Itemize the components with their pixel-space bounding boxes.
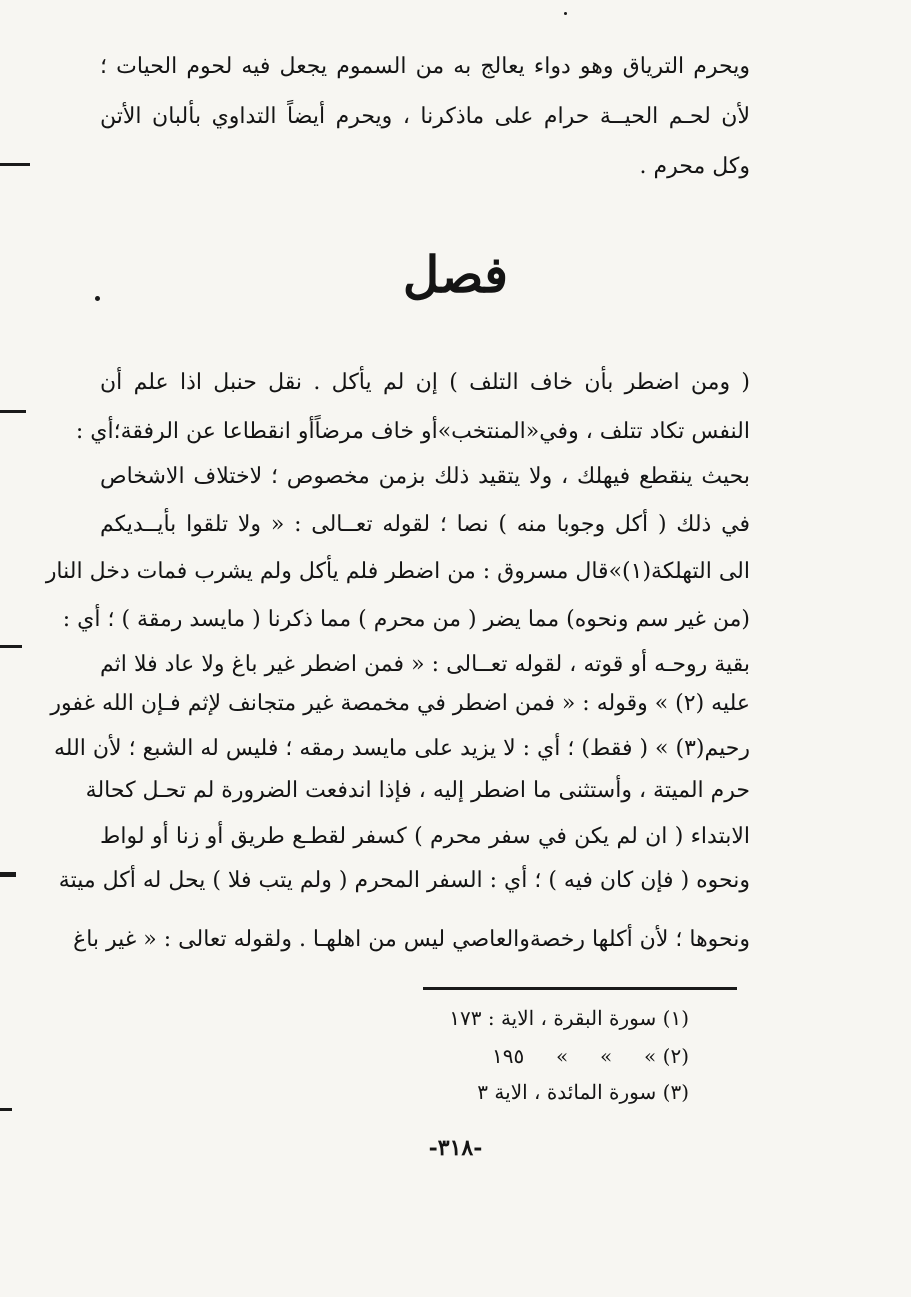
section-heading: فصل bbox=[402, 245, 509, 304]
footnote-3 bbox=[477, 1078, 689, 1106]
footnote-2 bbox=[492, 1042, 689, 1070]
margin-dot bbox=[95, 296, 100, 301]
body-line-9: رحيم(٣) » ( فقط) ؛ أي : لا يزيد على مايسد رمقه ؛ فليس له الشبع ؛ لأن الله bbox=[54, 736, 750, 761]
footnote-text: » » » ١٩٥ bbox=[491, 1044, 657, 1068]
body-line-5: الى التهلكة(١)»قال مسروق : من اضطر فلم يأكل ولم يشرب فمات دخل النار bbox=[45, 559, 750, 584]
footnote-text: سورة المائدة ، الاية ٣ bbox=[477, 1080, 657, 1104]
footnote-number: (٢) bbox=[662, 1044, 689, 1068]
margin-mark bbox=[0, 163, 30, 166]
footnote-number: (٣) bbox=[662, 1080, 689, 1104]
top-text-line-2: لأن لحـم الحيــة حرام على ماذكرنا ، ويحرم أيضاً التداوي بألبان الأتن bbox=[100, 104, 750, 129]
body-line-11: الابتداء ( ان لم يكن في سفر محرم ) كسفر لقطـع طريق أو زنا أو لواط bbox=[100, 824, 750, 849]
footnote-text: سورة البقرة ، الاية : ١٧٣ bbox=[449, 1006, 657, 1030]
body-line-10: حرم الميتة ، وأستثنى ما اضطر إليه ، فإذا اندفعت الضرورة لم تحـل كحالة bbox=[85, 778, 750, 803]
margin-dot bbox=[564, 12, 567, 15]
page-number: -٣١٨- bbox=[428, 1135, 483, 1161]
body-line-6: (من غير سم ونحوه) مما يضر ( من محرم ) مما ذكرنا ( مايسد رمقة ) ؛ أي : bbox=[62, 607, 750, 632]
top-text-line-1: ويحرم الترياق وهو دواء يعالج به من السموم يجعل فيه لحوم الحيات ؛ bbox=[100, 54, 750, 79]
footnote-divider bbox=[423, 987, 737, 990]
footnote-1 bbox=[449, 1004, 689, 1032]
body-line-1: ( ومن اضطر بأن خاف التلف ) إن لم يأكل . نقل حنبل اذا علم أن bbox=[100, 370, 750, 395]
margin-mark bbox=[0, 872, 16, 877]
body-line-13: ونحوها ؛ لأن أكلها رخصةوالعاصي ليس من اهلهـا . ولقوله تعالى : « غير باغ bbox=[73, 927, 750, 952]
body-line-8: عليه (٢) » وقوله : « فمن اضطر في مخمصة غير متجانف لإثم فـإن الله غفور bbox=[50, 691, 750, 716]
body-line-12: ونحوه ( فإن كان فيه ) ؛ أي : السفر المحرم ( ولم يتب فلا ) يحل له أكل ميتة bbox=[58, 868, 750, 893]
body-line-4: في ذلك ( أكل وجوبا منه ) نصا ؛ لقوله تعــالى : « ولا تلقوا بأيــديكم bbox=[100, 512, 750, 537]
body-line-7: بقية روحـه أو قوته ، لقوله تعــالى : « فمن اضطر غير باغ ولا عاد فلا اثم bbox=[100, 652, 750, 677]
margin-mark bbox=[0, 645, 22, 648]
body-line-3: بحيث ينقطع فيهلك ، ولا يتقيد ذلك بزمن مخصوص ؛ لاختلاف الاشخاص bbox=[100, 464, 750, 489]
margin-mark bbox=[0, 410, 26, 413]
top-text-line-3: وكل محرم . bbox=[639, 154, 750, 179]
margin-mark bbox=[0, 1108, 12, 1111]
footnote-number: (١) bbox=[662, 1006, 689, 1030]
body-line-2: النفس تكاد تتلف ، وفي«المنتخب»أو خاف مرضاًأو انقطاعا عن الرفقة؛أي : bbox=[75, 419, 750, 444]
